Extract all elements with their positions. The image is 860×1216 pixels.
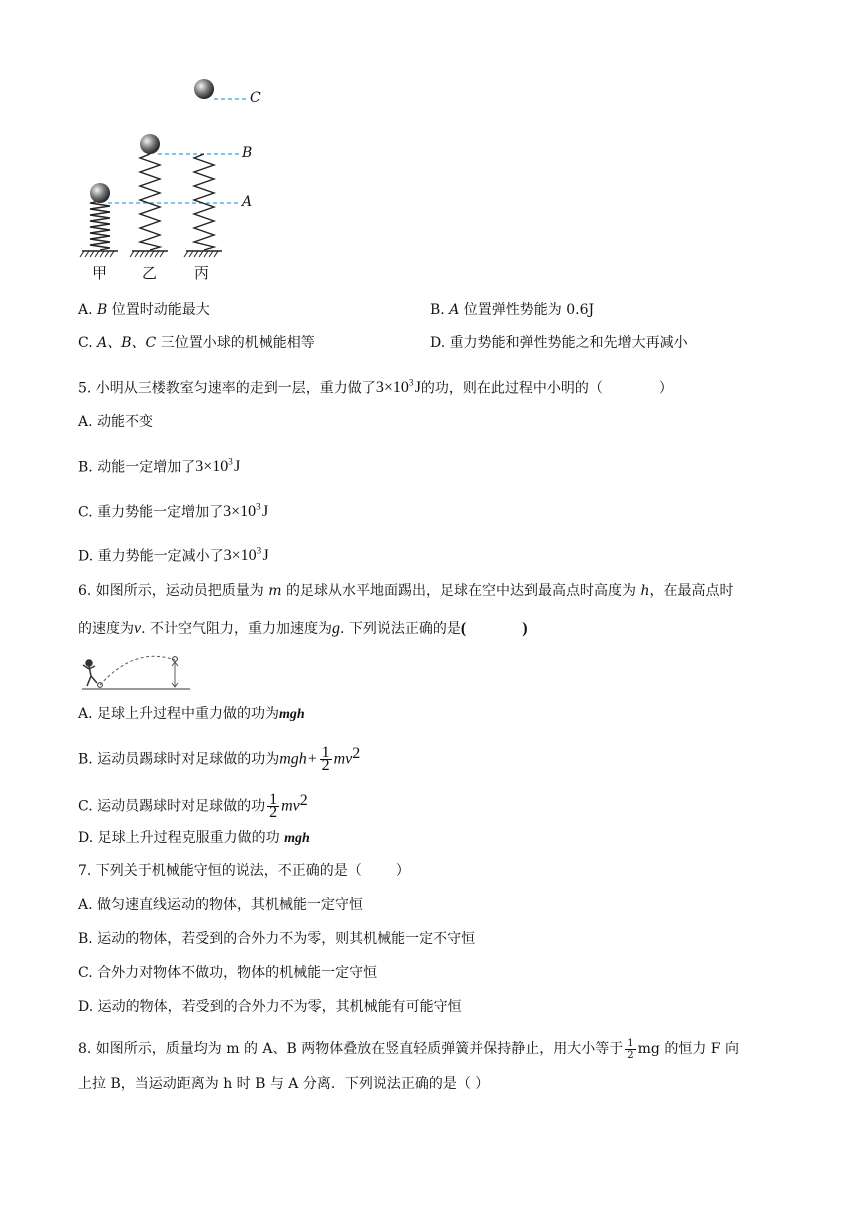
q4-option-d: D. 重力势能和弹性势能之和先增大再减小 (430, 335, 688, 351)
q7-option-a: A. 做匀速直线运动的物体，其机械能一定守恒 (78, 897, 364, 913)
q5-option-b: B. 动能一定增加了$3\times 10^3$ J (78, 457, 241, 476)
q5-option-c: C. 重力势能一定增加了$3\times 10^3$ J (78, 502, 269, 521)
q6-option-c: C. 运动员踢球时对足球做的功 $\frac{1}{2}$ $mv^2$ (78, 791, 308, 822)
q6-option-b: B. 运动员踢球时对足球做的功为mgh+ $\frac{1}{2}$ $mv^2$ (78, 744, 361, 775)
spring-ball-figure (70, 70, 280, 290)
caption-bing: 丙 (194, 264, 210, 282)
q5-stem: 5. 小明从三楼教室匀速率的走到一层，重力做了$3\times 10^3$ J的功，则在此过程中小明的（ ） (78, 378, 673, 397)
q7-stem: 7. 下列关于机械能守恒的说法，不正确的是（ ） (78, 863, 410, 879)
ball-jia (90, 183, 110, 203)
q6-option-d: D. 足球上升过程克服重力做的功 mgh (78, 830, 310, 846)
q7-option-b: B. 运动的物体，若受到的合外力不为零，则其机械能一定不守恒 (78, 931, 476, 947)
ball-bing (194, 79, 214, 99)
q8-stem-line2: 上拉 B，当运动距离为 h 时 B 与 A 分离．下列说法正确的是（ ） (78, 1076, 490, 1092)
label-a: A (242, 194, 253, 210)
q6-stem-line2: 的速度为v. 不计空气阻力，重力加速度为g. 下列说法正确的是( ) (78, 620, 528, 637)
fraction-half: $\frac{1}{2}$ (269, 791, 278, 822)
q8-stem-line1: 8. 如图所示，质量均为 m 的 A、B 两物体叠放在竖直轻质弹簧并保持静止，用大小等于 $\frac{1}{2}$ mg 的恒力 F 向 (78, 1037, 739, 1061)
kick-trajectory-figure (80, 652, 192, 694)
label-b: B (242, 145, 253, 161)
spring-jia (80, 183, 118, 257)
q6-stem-line1: 6. 如图所示，运动员把质量为 m 的足球从水平地面踢出，足球在空中达到最高点时高度为 h，在最高点时 (78, 583, 734, 599)
spring-bing (184, 79, 222, 257)
q6-option-a: A. 足球上升过程中重力做的功为mgh (78, 706, 305, 722)
q4-option-b: B. A 位置弹性势能为 0.6J (430, 302, 595, 318)
q5-option-a: A. 动能不变 (78, 414, 154, 430)
spring-yi (130, 134, 168, 257)
label-c: C (250, 90, 261, 106)
q5-option-d: D. 重力势能一定减小了$3\times 10^3$ J (78, 546, 269, 565)
q7-option-d: D. 运动的物体，若受到的合外力不为零，其机械能有可能守恒 (78, 999, 462, 1015)
caption-jia: 甲 (92, 264, 108, 282)
caption-yi: 乙 (142, 264, 158, 282)
fraction-half: $\frac{1}{2}$ (321, 744, 330, 775)
q4-option-c: C. A、B、C 三位置小球的机械能相等 (78, 335, 315, 351)
fraction-half: $\frac{1}{2}$ (627, 1037, 634, 1061)
q4-option-a: A. B 位置时动能最大 (78, 302, 210, 318)
ball-yi (140, 134, 160, 154)
q7-option-c: C. 合外力对物体不做功，物体的机械能一定守恒 (78, 965, 378, 981)
